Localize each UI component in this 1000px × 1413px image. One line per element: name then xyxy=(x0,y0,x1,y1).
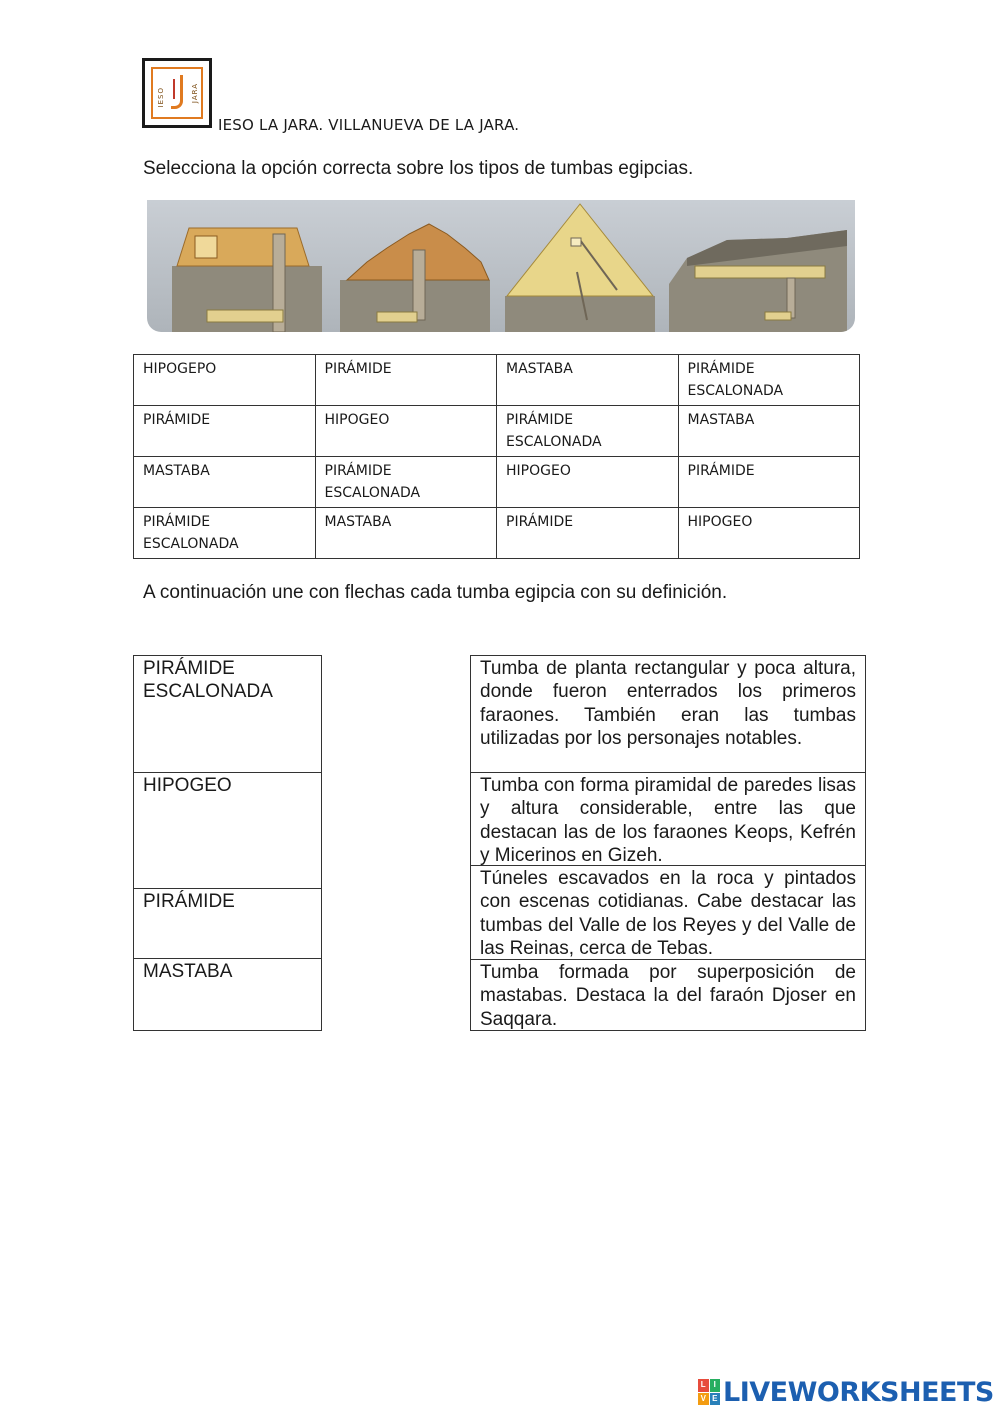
option-cell[interactable]: MASTABA xyxy=(497,355,679,406)
logo-frame xyxy=(151,67,203,119)
option-cell[interactable]: HIPOGEO xyxy=(678,508,860,559)
logo-left-text: IESO xyxy=(157,87,165,108)
step-pyramid-illustration xyxy=(340,224,490,332)
hypogeum-illustration xyxy=(669,230,847,332)
option-cell[interactable]: PIRÁMIDE xyxy=(678,457,860,508)
option-cell[interactable]: MASTABA xyxy=(134,457,316,508)
icon-letter: V xyxy=(698,1393,709,1406)
option-cell[interactable]: HIPOGEO xyxy=(315,406,497,457)
option-cell[interactable]: HIPOGEPO xyxy=(134,355,316,406)
option-cell[interactable]: PIRÁMIDE ESCALONADA xyxy=(497,406,679,457)
term-box[interactable]: PIRÁMIDE xyxy=(134,889,321,959)
term-box[interactable]: HIPOGEO xyxy=(134,773,321,889)
option-cell[interactable]: PIRÁMIDE ESCALONADA xyxy=(134,508,316,559)
term-box[interactable]: PIRÁMIDE ESCALONADA xyxy=(134,656,321,773)
option-cell[interactable]: PIRÁMIDE xyxy=(134,406,316,457)
icon-letter: I xyxy=(710,1379,721,1392)
mastaba-illustration xyxy=(172,228,322,332)
terms-column xyxy=(133,655,322,1031)
school-name: IESO LA JARA. VILLANUEVA DE LA JARA. xyxy=(218,116,520,134)
option-cell[interactable]: MASTABA xyxy=(678,406,860,457)
definition-box[interactable]: Tumba formada por superposición de mastabas. Destaca la del faraón Djoser en Saqqara. xyxy=(480,962,856,1030)
logo-right-text: JARA xyxy=(191,83,199,104)
definition-box[interactable]: Tumba con forma piramidal de paredes lisas y altura considerable, entre las que destacan las de los faraones Keops, Kefrén y Micerinos en Gizeh. xyxy=(471,773,865,866)
option-cell[interactable]: PIRÁMIDE ESCALONADA xyxy=(678,355,860,406)
logo-j-mark xyxy=(171,75,183,109)
definitions-column xyxy=(470,655,866,1031)
icon-letter: L xyxy=(698,1379,709,1392)
table-row xyxy=(134,457,860,508)
term-box[interactable]: MASTABA xyxy=(143,961,233,982)
option-cell[interactable]: HIPOGEO xyxy=(497,457,679,508)
pyramid-illustration xyxy=(505,204,655,332)
option-cell[interactable]: PIRÁMIDE xyxy=(497,508,679,559)
tombs-illustration xyxy=(147,200,855,332)
table-row xyxy=(134,355,860,406)
liveworksheets-icon xyxy=(698,1379,720,1405)
table-row xyxy=(134,406,860,457)
instruction-match: A continuación une con flechas cada tumba egipcia con su definición. xyxy=(143,582,728,603)
instruction-select: Selecciona la opción correcta sobre los tipos de tumbas egipcias. xyxy=(143,158,694,179)
definition-box[interactable]: Túneles escavados en la roca y pintados con escenas cotidianas. Cabe destacar las tumbas del Valle de los Reyes y del Valle de las Reinas, cerca de Tebas. xyxy=(471,866,865,960)
liveworksheets-text: LIVEWORKSHEETS xyxy=(723,1376,994,1408)
options-table xyxy=(133,354,860,559)
definition-box[interactable]: Tumba de planta rectangular y poca altura, donde fueron enterrados los primeros faraones. También eran las tumbas utilizadas por los personajes notables. xyxy=(471,656,865,773)
school-logo xyxy=(142,58,212,128)
option-cell[interactable]: PIRÁMIDE xyxy=(315,355,497,406)
option-cell[interactable]: PIRÁMIDE ESCALONADA xyxy=(315,457,497,508)
icon-letter: E xyxy=(710,1393,721,1406)
table-row xyxy=(134,508,860,559)
option-cell[interactable]: MASTABA xyxy=(315,508,497,559)
liveworksheets-brand[interactable] xyxy=(698,1377,994,1407)
